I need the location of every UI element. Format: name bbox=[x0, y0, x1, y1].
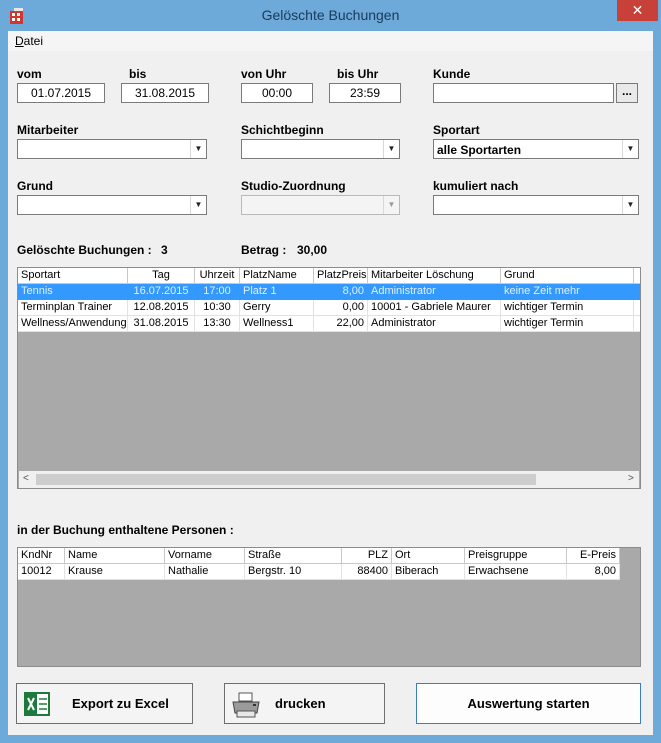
mitarbeiter-label: Mitarbeiter bbox=[17, 123, 79, 137]
cell-grund: wichtiger Termin bbox=[501, 300, 634, 316]
col-mitarbeiter-loeschung[interactable]: Mitarbeiter Löschung bbox=[368, 268, 501, 284]
cell-kndnr: 10012 bbox=[18, 564, 65, 580]
cell-epreis: 8,00 bbox=[567, 564, 620, 580]
scroll-left-icon[interactable]: < bbox=[23, 473, 29, 484]
cell-uhrzeit: 17:00 bbox=[195, 284, 240, 300]
mitarbeiter-select[interactable] bbox=[17, 139, 207, 159]
chevron-down-icon[interactable]: ▼ bbox=[622, 140, 638, 158]
cell-platzpreis: 8,00 bbox=[314, 284, 368, 300]
col-platzpreis[interactable]: PlatzPreis bbox=[314, 268, 368, 284]
cell-filler bbox=[634, 316, 641, 332]
cell-vorname: Nathalie bbox=[165, 564, 245, 580]
menu-datei-accel: D bbox=[15, 34, 24, 48]
kumuliert-select[interactable] bbox=[433, 195, 639, 215]
cell-platzname: Platz 1 bbox=[240, 284, 314, 300]
export-excel-button[interactable] bbox=[16, 683, 193, 724]
cell-preisgruppe: Erwachsene bbox=[465, 564, 567, 580]
col-kndnr[interactable]: KndNr bbox=[18, 548, 65, 564]
col-uhrzeit[interactable]: Uhrzeit bbox=[195, 268, 240, 284]
cell-uhrzeit: 10:30 bbox=[195, 300, 240, 316]
cell-name: Krause bbox=[65, 564, 165, 580]
cell-platzpreis: 0,00 bbox=[314, 300, 368, 316]
cell-sportart: Tennis bbox=[18, 284, 128, 300]
cell-uhrzeit: 13:30 bbox=[195, 316, 240, 332]
chevron-down-icon[interactable]: ▼ bbox=[190, 140, 206, 158]
kunde-label: Kunde bbox=[433, 67, 471, 81]
chevron-down-icon: ▼ bbox=[383, 196, 399, 214]
col-ort[interactable]: Ort bbox=[392, 548, 465, 564]
amount-value: 30,00 bbox=[297, 243, 328, 257]
bookings-hscrollbar[interactable] bbox=[19, 471, 639, 488]
table-row[interactable] bbox=[18, 284, 641, 300]
schichtbeginn-label: Schichtbeginn bbox=[241, 123, 324, 137]
persons-header bbox=[18, 548, 620, 564]
kunde-browse-button[interactable]: ... bbox=[616, 83, 638, 103]
cell-plz: 88400 bbox=[342, 564, 392, 580]
col-epreis[interactable]: E-Preis bbox=[567, 548, 620, 564]
col-sportart[interactable]: Sportart bbox=[18, 268, 128, 284]
cell-grund: wichtiger Termin bbox=[501, 316, 634, 332]
von-uhr-field[interactable]: 00:00 bbox=[241, 83, 313, 103]
bookings-grid[interactable] bbox=[17, 267, 641, 489]
vom-date-field[interactable]: 01.07.2015 bbox=[17, 83, 105, 103]
cell-sportart: Terminplan Trainer bbox=[18, 300, 128, 316]
kumuliert-label: kumuliert nach bbox=[433, 179, 519, 193]
cell-ort: Biberach bbox=[392, 564, 465, 580]
window-title: Gelöschte Buchungen bbox=[261, 7, 400, 23]
menu-datei-rest: atei bbox=[23, 34, 44, 48]
vom-label: vom bbox=[17, 67, 42, 81]
col-vorname[interactable]: Vorname bbox=[165, 548, 245, 564]
cell-filler bbox=[634, 300, 641, 316]
export-excel-label: Export zu Excel bbox=[72, 696, 169, 711]
bis-date-field[interactable]: 31.08.2015 bbox=[121, 83, 209, 103]
sportart-value: alle Sportarten bbox=[437, 143, 522, 157]
close-button[interactable]: ✕ bbox=[617, 0, 658, 21]
von-uhr-label: von Uhr bbox=[241, 67, 287, 81]
sportart-label: Sportart bbox=[433, 123, 480, 137]
studio-zuordnung-select bbox=[241, 195, 400, 215]
deleted-count-label: Gelöschte Buchungen : bbox=[17, 243, 152, 257]
cell-mitarbeiter: Administrator bbox=[368, 284, 501, 300]
print-label: drucken bbox=[275, 696, 326, 711]
chevron-down-icon[interactable]: ▼ bbox=[190, 196, 206, 214]
col-platzname[interactable]: PlatzName bbox=[240, 268, 314, 284]
cell-mitarbeiter: Administrator bbox=[368, 316, 501, 332]
table-row[interactable] bbox=[18, 564, 620, 580]
title-bar[interactable] bbox=[0, 0, 661, 32]
table-row[interactable] bbox=[18, 316, 641, 332]
col-plz[interactable]: PLZ bbox=[342, 548, 392, 564]
col-grund[interactable]: Grund bbox=[501, 268, 634, 284]
chevron-down-icon[interactable]: ▼ bbox=[622, 196, 638, 214]
start-evaluation-label: Auswertung starten bbox=[467, 696, 590, 711]
amount-label: Betrag : bbox=[241, 243, 287, 257]
col-strasse[interactable]: Straße bbox=[245, 548, 342, 564]
studio-zuordnung-label: Studio-Zuordnung bbox=[241, 179, 346, 193]
bis-uhr-label: bis Uhr bbox=[337, 67, 379, 81]
cell-mitarbeiter: 10001 - Gabriele Maurer bbox=[368, 300, 501, 316]
menu-bar bbox=[8, 31, 653, 51]
bookings-header bbox=[18, 268, 640, 284]
print-button[interactable] bbox=[224, 683, 385, 724]
printer-icon bbox=[231, 692, 261, 718]
scroll-right-icon[interactable]: > bbox=[628, 473, 634, 484]
cell-tag: 31.08.2015 bbox=[128, 316, 195, 332]
col-preisgruppe[interactable]: Preisgruppe bbox=[465, 548, 567, 564]
cell-tag: 12.08.2015 bbox=[128, 300, 195, 316]
schichtbeginn-select[interactable] bbox=[241, 139, 400, 159]
chevron-down-icon[interactable]: ▼ bbox=[383, 140, 399, 158]
bis-uhr-field[interactable]: 23:59 bbox=[329, 83, 401, 103]
cell-platzpreis: 22,00 bbox=[314, 316, 368, 332]
cell-strasse: Bergstr. 10 bbox=[245, 564, 342, 580]
col-filler bbox=[634, 268, 641, 284]
grund-select[interactable] bbox=[17, 195, 207, 215]
col-tag[interactable]: Tag bbox=[128, 268, 195, 284]
client-area bbox=[8, 31, 653, 735]
persons-grid[interactable] bbox=[17, 547, 641, 667]
excel-icon bbox=[24, 692, 50, 716]
cell-grund: keine Zeit mehr bbox=[501, 284, 634, 300]
menu-datei[interactable] bbox=[15, 34, 43, 48]
sportart-select[interactable] bbox=[433, 139, 639, 159]
cell-platzname: Wellness1 bbox=[240, 316, 314, 332]
grund-label: Grund bbox=[17, 179, 53, 193]
cell-sportart: Wellness/Anwendung bbox=[18, 316, 128, 332]
kunde-field[interactable] bbox=[433, 83, 614, 103]
col-name[interactable]: Name bbox=[65, 548, 165, 564]
start-evaluation-button[interactable] bbox=[416, 683, 641, 724]
cell-platzname: Gerry bbox=[240, 300, 314, 316]
persons-section-title: in der Buchung enthaltene Personen : bbox=[17, 523, 234, 537]
deleted-count-value: 3 bbox=[161, 243, 168, 257]
cell-filler bbox=[634, 284, 641, 300]
scroll-thumb[interactable] bbox=[36, 474, 536, 485]
cell-tag: 16.07.2015 bbox=[128, 284, 195, 300]
bis-label: bis bbox=[129, 67, 147, 81]
table-row[interactable] bbox=[18, 300, 641, 316]
